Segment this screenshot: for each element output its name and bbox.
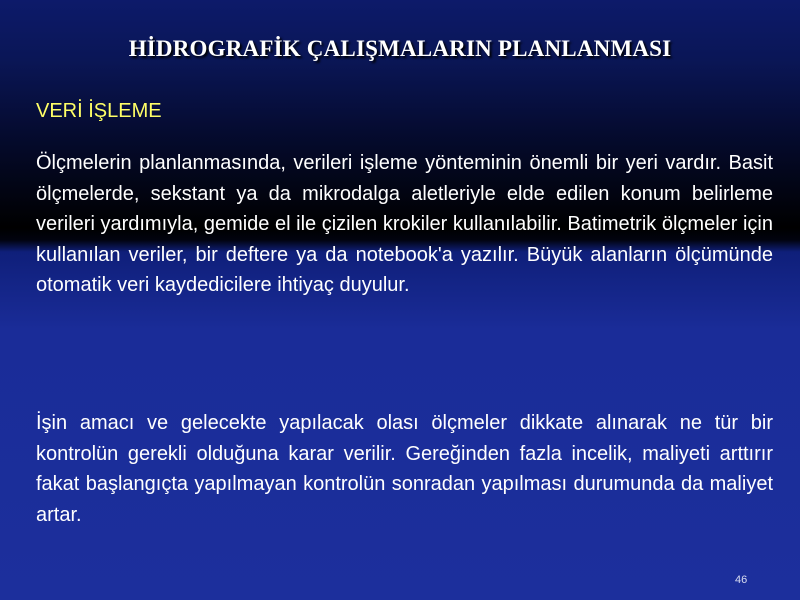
slide-title: HİDROGRAFİK ÇALIŞMALARIN PLANLANMASI xyxy=(128,36,672,61)
page-number: 46 xyxy=(735,574,748,586)
section-heading: VERİ İŞLEME xyxy=(36,100,162,122)
body-paragraph-2: İşin amacı ve gelecekte yapılacak olası ölçmeler dikkate alınarak ne tür bir kontrolün gerekli olduğuna karar verilir. Gereğinden fazla incelik, maliyeti arttırır fakat başlangıçta yapılmayan kontrolün sonradan yapılması durumunda da maliyet artar. xyxy=(36,412,773,526)
body-paragraph-1: Ölçmelerin planlanmasında, verileri işleme yönteminin önemli bir yeri vardır. Basit ölçmelerde, sekstant ya da mikrodalga aletleriyle elde edilen konum belirleme verileri yardımıyla, gemide el ile çizilen krokiler kullanılabilir. Batimetrik ölçmeler için kullanılan veriler, bir deftere ya da notebook'a yazılır. Büyük alanların ölçümünde otomatik veri kaydedicilere ihtiyaç duyulur. xyxy=(36,152,773,296)
